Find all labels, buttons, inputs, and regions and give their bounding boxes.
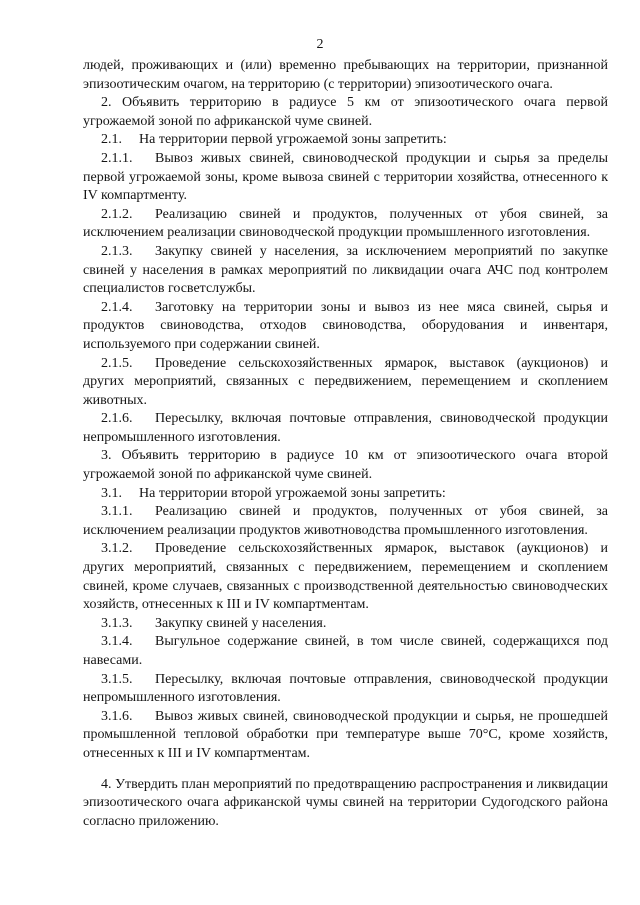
paragraph-item-3 — [83, 447, 608, 484]
paragraph-text: Объявить территорию в радиусе 10 км от эпизоотического очага второй угрожаемой зоной по африканской чуме свиней. — [83, 448, 609, 483]
item-number: 4. — [101, 776, 112, 792]
item-number: 3.1.4. — [101, 634, 133, 650]
paragraph-text: Выгульное содержание свиней, в том числе свиней, содержащихся под навесами. — [83, 634, 608, 668]
paragraph-text: Проведение сельскохозяйственных ярмарок, выставок (аукционов) и других мероприятий, связанных с передвижением, перемещением и скоплением животных. — [83, 355, 608, 408]
paragraph-item-2-1-2 — [83, 206, 608, 243]
paragraph-item-2 — [83, 94, 608, 131]
paragraph-item-3-1-5 — [83, 671, 608, 708]
paragraph-item-3-1 — [83, 485, 608, 504]
paragraph-item-3-1-4 — [83, 633, 608, 670]
item-number: 2.1.1. — [101, 150, 133, 166]
paragraph-item-3-1-2 — [83, 540, 608, 614]
item-number: 2. — [101, 95, 112, 111]
page-number: 2 — [316, 37, 324, 52]
paragraph-item-2-1-3 — [83, 243, 608, 299]
paragraph-text: Заготовку на территории зоны и вывоз из нее мяса свиней, сырья и продуктов свиноводства, отходов свиноводства, оборудования и инвентаря, используемого при содержании свиней. — [83, 299, 608, 352]
paragraph-text: Закупку свиней у населения, за исключением мероприятий по закупке свиней у населения в рамках мероприятий по ликвидации очага АЧС под контролем специалистов госветслужбы. — [83, 243, 608, 297]
paragraph-text: На территории первой угрожаемой зоны запретить: — [139, 132, 447, 148]
paragraph-item-3-1-1 — [83, 503, 608, 540]
item-number: 3.1. — [101, 485, 122, 501]
paragraph-item-2-1-6 — [83, 410, 608, 447]
item-number: 3.1.5. — [101, 671, 133, 687]
paragraph-item-2-1-1 — [83, 150, 608, 206]
item-number: 2.1.3. — [101, 243, 133, 259]
item-number: 2.1. — [101, 132, 122, 148]
paragraph-text: Вывоз живых свиней, свиноводческой продукции и сырья, не прошедшей промышленной тепловой обработки при температуре выше 70°C, кроме хозяйств, отнесенных к III и IV компартментам. — [83, 708, 608, 761]
document-body — [83, 57, 608, 831]
paragraph-item-3-1-6 — [83, 708, 608, 764]
paragraph-text: Пересылку, включая почтовые отправления, свиноводческой продукции непромышленного изготовления. — [83, 411, 608, 445]
item-number: 2.1.6. — [101, 411, 133, 427]
item-number: 3.1.2. — [101, 541, 133, 557]
paragraph-text: На территории второй угрожаемой зоны запретить: — [139, 485, 446, 501]
item-number: 3.1.6. — [101, 708, 133, 724]
paragraph-text: Проведение сельскохозяйственных ярмарок, выставок (аукционов) и других мероприятий, связанных с передвижением, перемещением и скоплением свиней, кроме случаев, связанных с производственной деятельностью свиноводческих хозяйств, отнесенных к III и IV компартментам. — [83, 541, 608, 613]
paragraph-item-2-1-5 — [83, 355, 608, 411]
item-number: 3.1.1. — [101, 504, 133, 520]
paragraph-text: Реализацию свиней и продуктов, полученных от убоя свиней, за исключением реализации свиноводческой продукции промышленного изготовления. — [83, 206, 608, 241]
paragraph-text: Реализацию свиней и продуктов, полученных от убоя свиней, за исключением реализации продуктов животноводства промышленного изготовления. — [83, 504, 608, 538]
item-number: 3. — [101, 448, 112, 464]
paragraph-continuation — [83, 57, 608, 94]
paragraph-text: Пересылку, включая почтовые отправления, свиноводческой продукции непромышленного изготовления. — [83, 671, 608, 706]
paragraph-text: людей, проживающих и (или) временно пребывающих на территории, признанной эпизоотическим очагом, на территорию (с территории) эпизоотического очага. — [83, 58, 608, 92]
item-number: 2.1.5. — [101, 355, 133, 371]
paragraph-text: Объявить территорию в радиусе 5 км от эпизоотического очага первой угрожаемой зоной по африканской чуме свиней. — [83, 95, 608, 129]
paragraph-text: Вывоз живых свиней, свиноводческой продукции и сырья за пределы первой угрожаемой зоны, кроме вывоза свиней с территории хозяйства, отнесенного к IV компартменту. — [83, 150, 608, 204]
paragraph-item-3-1-3 — [83, 615, 608, 634]
item-number: 3.1.3. — [101, 615, 133, 631]
item-number: 2.1.4. — [101, 299, 133, 315]
item-number: 2.1.2. — [101, 206, 133, 222]
paragraph-text: Утвердить план мероприятий по предотвращению распространения и ликвидации эпизоотического очага африканской чумы свиней на территории Судогодского района согласно приложению. — [83, 776, 608, 829]
paragraph-item-2-1-4 — [83, 299, 608, 355]
paragraph-item-4 — [83, 776, 608, 832]
paragraph-item-2-1 — [83, 131, 608, 150]
paragraph-text: Закупку свиней у населения. — [155, 615, 327, 631]
